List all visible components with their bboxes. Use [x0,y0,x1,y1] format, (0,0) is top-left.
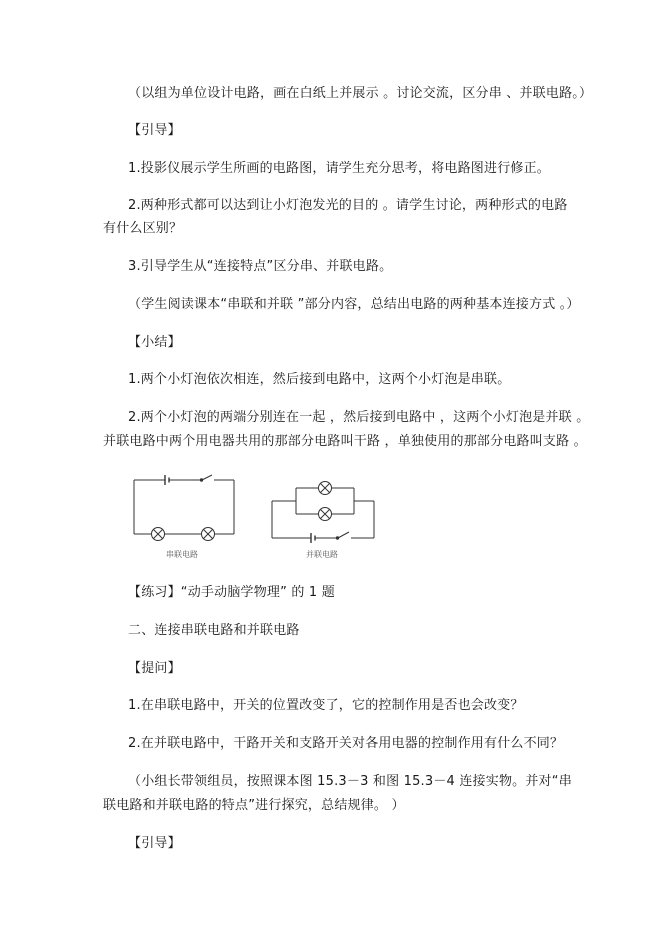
paragraph-summary-parallel-line-2: 并联电路中两个用电器共用的那部分电路叫干路 ，单独使用的那部分电路叫支路 。 [103,434,587,449]
paragraph-guide-item-3: 3.引导学生从“连接特点”区分串、并联电路。 [128,259,393,274]
paragraph-design-circuits: （以组为单位设计电路，画在白纸上并展示 。讨论交流，区分串 、并联电路。） [128,86,593,101]
parallel-circuit-caption: 并联电路 [306,550,338,559]
paragraph-question-2: 2.在并联电路中，干路开关和支路开关对各用电器的控制作用有什么不同？ [128,736,564,751]
heading-summary: 【小结】 [128,335,181,350]
paragraph-group-activity-line-1: （小组长带领组员，按照课本图 15.3－3 和图 15.3－4 连接实物。并对“串 [128,774,572,789]
section-heading-connect-circuits: 二、连接串联电路和并联电路 [128,623,300,638]
heading-guide-1: 【引导】 [128,123,181,138]
paragraph-summary-parallel-line-1: 2.两个小灯泡的两端分别连在一起 ，然后接到电路中 ，这两个小灯泡是并联 。 [128,410,590,425]
heading-guide-2: 【引导】 [128,836,181,851]
heading-question: 【提问】 [128,661,181,676]
series-circuit-diagram [128,470,240,545]
paragraph-guide-item-2-line-1: 2.两种形式都可以达到让小灯泡发光的目的 。请学生讨论，两种形式的电路 [128,198,568,213]
paragraph-guide-item-1: 1.投影仪展示学生所画的电路图，请学生充分思考，将电路图进行修正。 [128,161,551,176]
paragraph-summary-series: 1.两个小灯泡依次相连，然后接到电路中，这两个小灯泡是串联。 [128,372,511,387]
parallel-circuit-diagram [268,474,380,546]
series-circuit-caption: 串联电路 [166,550,198,559]
paragraph-group-activity-line-2: 联电路和并联电路的特点”进行探究，总结规律。 ） [103,798,405,813]
paragraph-student-reading: （学生阅读课本“串联和并联 ”部分内容，总结出电路的两种基本连接方式 。） [128,297,580,312]
paragraph-question-1: 1.在串联电路中，开关的位置改变了，它的控制作用是否也会改变？ [128,698,524,713]
paragraph-practice: 【练习】“动手动脑学物理” 的 1 题 [128,585,335,600]
paragraph-guide-item-2-line-2: 有什么区别？ [103,221,183,236]
